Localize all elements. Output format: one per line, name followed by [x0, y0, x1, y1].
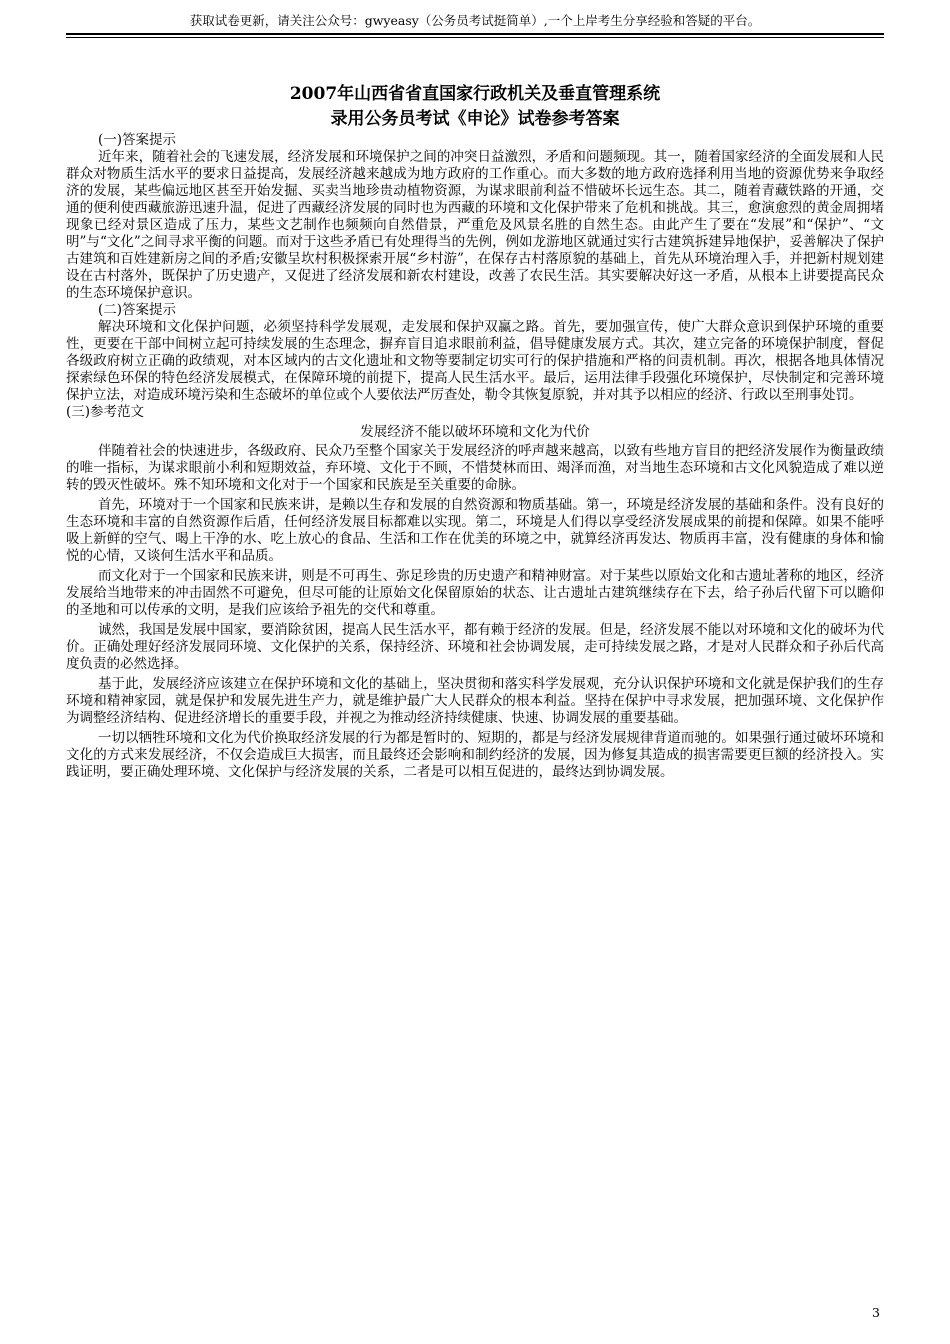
- header-rule-thin: [66, 37, 884, 38]
- page-header-notice: 获取试卷更新，请关注公众号：gwyeasy（公务员考试挺简单）,一个上岸考生分享经验和答疑的平台。: [189, 13, 761, 28]
- doc-title-line2: 录用公务员考试《申论》试卷参考答案: [330, 109, 620, 129]
- essay-paragraph-4: 诚然，我国是发展中国家，要消除贫困，提高人民生活水平，都有赖于经济的发展。但是，经济发展不能以对环境和文化的破坏为代价。正确处理好经济发展同环境、文化保护的关系，保持经济、环境和社会协调发展，走可持续发展之路，才是对人民群众和子孙后代高度负责的必然选择。: [66, 622, 884, 672]
- essay-paragraph-5: 基于此，发展经济应该建立在保护环境和文化的基础上，坚决贯彻和落实科学发展观，充分认识保护环境和文化就是保护我们的生存环境和精神家园，就是保护和发展先进生产力，就是维护最广大人民群众的根本利益。坚持在保护中寻求发展，把加强环境、文化保护作为调整经济结构、促进经济增长的重要手段，并视之为推动经济持续健康、快速、协调发展的重要基础。: [66, 676, 884, 726]
- header-rule-thick: [66, 33, 884, 35]
- section3-label: (三)参考范文: [66, 404, 145, 420]
- essay-title: 发展经济不能以破坏环境和文化为代价: [360, 424, 590, 440]
- page-number: 3: [872, 1305, 880, 1320]
- doc-title-line1: 2007年山西省省直国家行政机关及垂直管理系统: [289, 84, 661, 104]
- essay-paragraph-3: 而文化对于一个国家和民族来讲，则是不可再生、弥足珍贵的历史遗产和精神财富。对于某些以原始文化和古遗址著称的地区，经济发展给当地带来的冲击固然不可避免，但尽可能的让原始文化保留原始的状态、让古遗址古建筑继续存在下去，给子孙后代留下可以瞻仰的圣地和可以传承的文明，是我们应该给予祖先的交代和尊重。: [66, 568, 884, 618]
- section2-label: (二)答案提示: [98, 302, 177, 318]
- essay-paragraph-1: 伴随着社会的快速进步，各级政府、民众乃至整个国家关于发展经济的呼声越来越高，以致有些地方盲目的把经济发展作为衡量政绩的唯一指标，为谋求眼前小利和短期效益，弃环境、文化于不顾，不惜焚林而田、竭泽而渔，对当地生态环境和古文化风貌造成了难以逆转的毁灭性破坏。殊不知环境和文化对于一个国家和民族是至关重要的命脉。: [66, 443, 884, 493]
- essay-paragraph-2: 首先，环境对于一个国家和民族来讲，是赖以生存和发展的自然资源和物质基础。第一，环境是经济发展的基础和条件。没有良好的生态环境和丰富的自然资源作后盾，任何经济发展目标都难以实现。第二，环境是人们得以享受经济发展成果的前提和保障。如果不能呼吸上新鲜的空气、喝上干净的水、吃上放心的食品、生活和工作在优美的环境之中，就算经济再发达、物质再丰富，没有健康的身体和愉悦的心情，又谈何生活水平和品质。: [66, 497, 884, 564]
- essay-paragraph-6: 一切以牺牲环境和文化为代价换取经济发展的行为都是暂时的、短期的，都是与经济发展规律背道而驰的。如果强行通过破坏环境和文化的方式来发展经济，不仅会造成巨大损害，而且最终还会影响和制约经济的发展，因为修复其造成的损害需要更巨额的经济投入。实践证明，要正确处理环境、文化保护与经济发展的关系，二者是可以相互促进的，最终达到协调发展。: [66, 730, 884, 780]
- document-body: [66, 82, 884, 781]
- section1-paragraph: 近年来，随着社会的飞速发展，经济发展和环境保护之间的冲突日益激烈，矛盾和问题频现。其一，随着国家经济的全面发展和人民群众对物质生活水平的要求日益提高，发展经济越来越成为地方政府的工作重心。而大多数的地方政府选择利用当地的资源优势来争取经济的发展，某些偏远地区甚至开始发掘、买卖当地珍贵动植物资源，为谋求眼前利益不惜破坏长远生态。其二，随着青藏铁路的开通，交通的便利使西藏旅游迅速升温，促进了西藏经济发展的同时也为西藏的环境和文化保护带来了危机和挑战。其三，愈演愈烈的黄金周拥堵现象已经对景区造成了压力，某些文艺制作也频频向自然借景，严重危及风景名胜的自然生态。由此产生了要在“发展”和“保护”、“文明”与“文化”之间寻求平衡的问题。而对于这些矛盾已有处理得当的先例，例如龙游地区就通过实行古建筑拆建异地保护，妥善解决了保护古建筑和百姓建新房之间的矛盾;安徽呈坎村积极探索开展“乡村游”，在保存古村落原貌的基础上，首先从环境治理入手，并把新村规划建设在古村落外，既保护了历史遗产，又促进了经济发展和新农村建设，改善了农民生活。其实要解决好这一矛盾，从根本上讲要提高民众的生态环境保护意识。: [66, 149, 884, 301]
- section1-label: (一)答案提示: [98, 132, 177, 148]
- section2-paragraph: 解决环境和文化保护问题，必须坚持科学发展观，走发展和保护双赢之路。首先，要加强宣传，使广大群众意识到保护环境的重要性，更要在干部中间树立起可持续发展的生态理念，摒弃盲目追求眼前利益，倡导健康发展方式。其次，建立完备的环境保护制度，督促各级政府树立正确的政绩观，对本区域内的古文化遗址和文物等要制定切实可行的保护措施和严格的问责机制。再次，根据各地具体情况探索绿色环保的特色经济发展模式，在保障环境的前提下，提高人民生活水平。最后，运用法律手段强化环境保护，尽快制定和完善环境保护立法，对造成环境污染和生态破坏的单位或个人要依法严厉查处，勒令其恢复原貌，并对其予以相应的经济、行政以至刑事处罚。: [66, 319, 884, 403]
